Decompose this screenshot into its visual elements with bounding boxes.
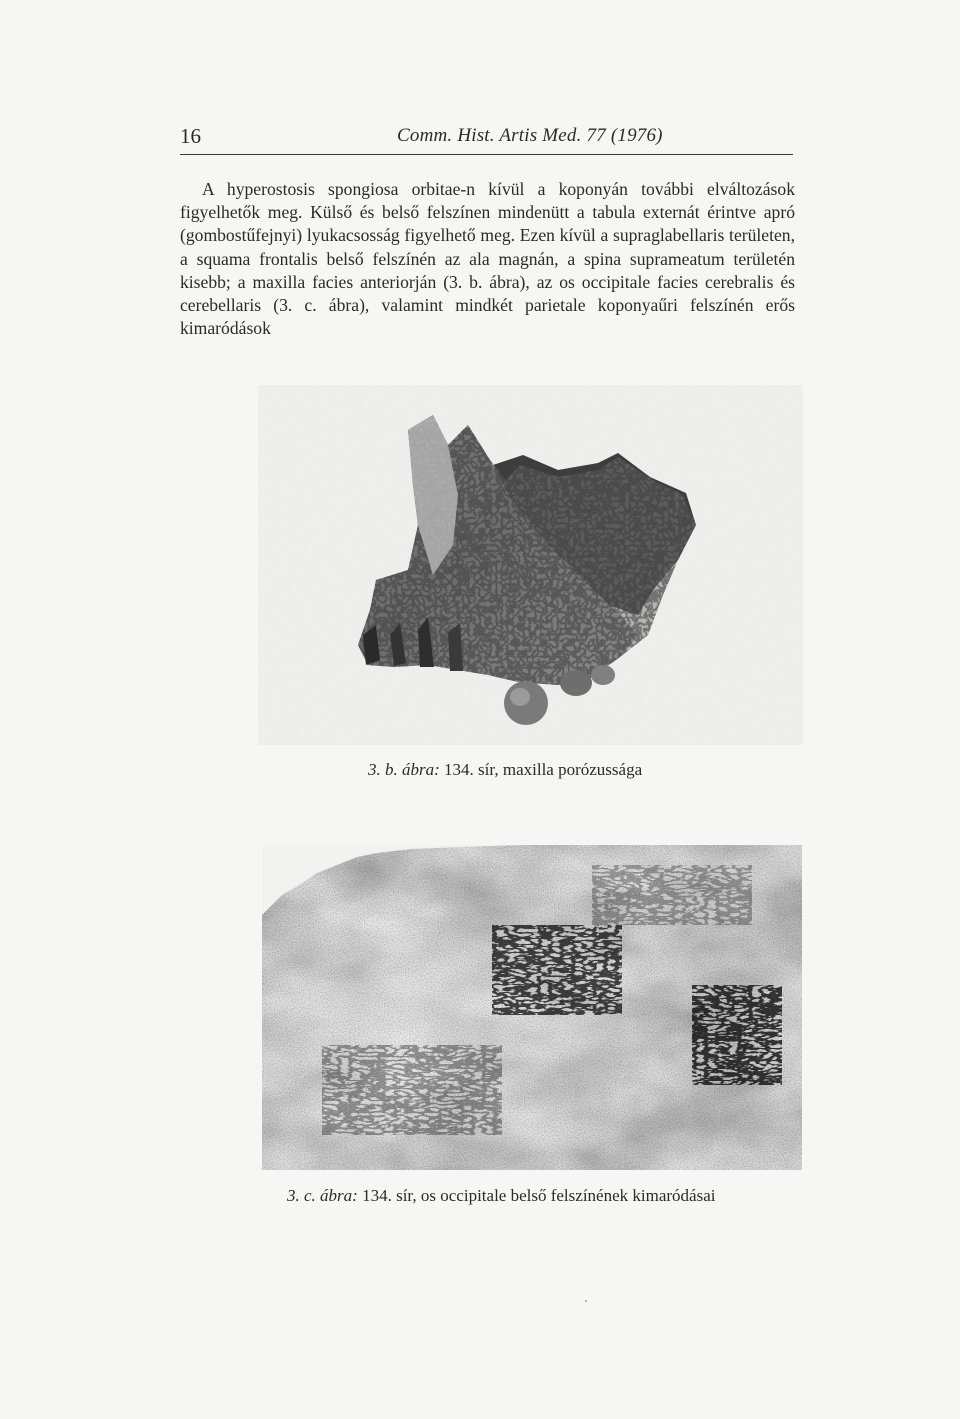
- figure-maxilla-photo: [258, 385, 803, 745]
- figure-label-c: 3. c. ábra:: [287, 1186, 358, 1205]
- page-number: 16: [180, 124, 201, 148]
- figure-caption-text-b: 134. sír, maxilla porózussága: [444, 760, 643, 779]
- figure-label-b: 3. b. ábra:: [368, 760, 440, 779]
- page-header: [180, 122, 793, 155]
- paper-speck: [585, 1300, 587, 1302]
- running-head: Comm. Hist. Artis Med. 77 (1976): [397, 125, 663, 146]
- figure-caption-text-c: 134. sír, os occipitale belső felszínének kimaródásai: [362, 1186, 716, 1205]
- figure-occipital-photo: [262, 845, 802, 1170]
- body-text: [180, 178, 795, 340]
- figure-caption-c: [287, 1186, 715, 1206]
- body-paragraph: A hyperostosis spongiosa orbitae-n kívül a koponyán további elváltozások figyelhetők meg. Külső és belső felszínen mindenütt a tabula externát érintve apró (gombostűfejnyi) lyukacsosság figyelhető meg. Ezen kívül a supraglabellaris területen, a squama frontalis belső felszínén az ala magnán, a spina suprameatum területén kisebb; a maxilla facies anteriorján (3. b. ábra), az os occipitale facies cerebralis és cerebellaris (3. c. ábra), valamint mindkét parietale koponyaűri felszínén erős kimaródások: [180, 179, 795, 339]
- figure-caption-b: [368, 760, 642, 780]
